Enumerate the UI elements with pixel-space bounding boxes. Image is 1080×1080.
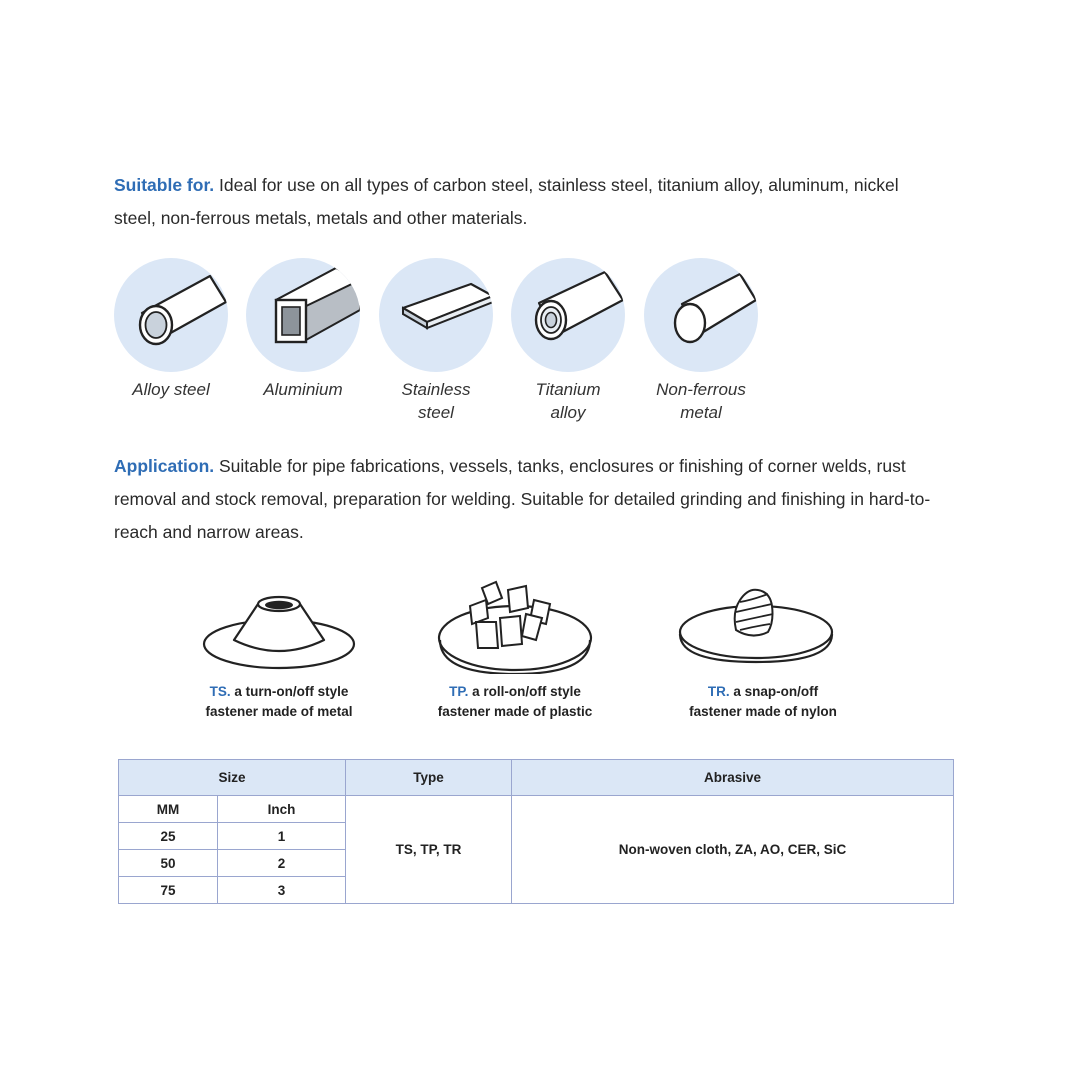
application-paragraph xyxy=(114,450,944,549)
material-non-ferrous-metal xyxy=(643,258,759,424)
mm-cell: 25 xyxy=(119,823,218,850)
abrasive-value: Non-woven cloth, ZA, AO, CER, SiC xyxy=(512,796,954,904)
material-aluminium xyxy=(245,258,361,401)
fastener-code: TR. xyxy=(707,684,730,699)
inch-subheader: Inch xyxy=(218,796,346,823)
round-tube-icon xyxy=(114,258,228,372)
ts-fastener-icon xyxy=(194,578,364,674)
fastener-desc-line1: a snap-on/off xyxy=(729,684,819,699)
suitable-for-lead: Suitable for. xyxy=(114,175,215,195)
size-header: Size xyxy=(119,760,346,796)
fastener-tp xyxy=(395,578,635,722)
mm-cell: 50 xyxy=(119,850,218,877)
type-header: Type xyxy=(346,760,512,796)
material-label-line2: steel xyxy=(418,403,454,422)
square-tube-icon xyxy=(246,258,360,372)
material-stainless-steel xyxy=(378,258,494,424)
suitable-for-paragraph xyxy=(114,169,944,235)
application-text: Suitable for pipe fabrications, vessels, tanks, enclosures or finishing of corner welds, rust removal and stock removal, preparation for welding. Suitable for detailed grinding and finishing in hard-to-reach and narrow areas. xyxy=(114,456,931,542)
fastener-desc-line2: fastener made of plastic xyxy=(437,704,593,719)
fastener-tr xyxy=(643,578,883,722)
material-label-line2: alloy xyxy=(550,403,586,422)
fastener-desc-line2: fastener made of metal xyxy=(205,704,353,719)
fastener-desc-line1: a turn-on/off style xyxy=(230,684,349,699)
material-label-line1: Stainless xyxy=(401,380,471,399)
material-label-line1: Titanium xyxy=(535,380,601,399)
mm-cell: 75 xyxy=(119,877,218,904)
tp-fastener-icon xyxy=(430,578,600,674)
material-titanium-alloy xyxy=(510,258,626,424)
fastener-ts xyxy=(159,578,399,722)
type-value: TS, TP, TR xyxy=(346,796,512,904)
suitable-for-text: Ideal for use on all types of carbon steel, stainless steel, titanium alloy, aluminum, nickel steel, non-ferrous metals, metals and other materials. xyxy=(114,175,899,228)
material-label-line1: Non-ferrous xyxy=(656,380,746,399)
abrasive-header: Abrasive xyxy=(512,760,954,796)
mm-subheader: MM xyxy=(119,796,218,823)
fastener-desc-line2: fastener made of nylon xyxy=(689,704,837,719)
application-lead: Application. xyxy=(114,456,215,476)
fastener-code: TP. xyxy=(449,684,469,699)
inch-cell: 1 xyxy=(218,823,346,850)
inch-cell: 2 xyxy=(218,850,346,877)
spec-table xyxy=(118,759,954,904)
material-label-line1: Aluminium xyxy=(263,380,343,399)
material-alloy-steel xyxy=(113,258,229,401)
material-label-line2: metal xyxy=(680,403,722,422)
thick-wall-tube-icon xyxy=(511,258,625,372)
fastener-code: TS. xyxy=(209,684,231,699)
inch-cell: 3 xyxy=(218,877,346,904)
flat-bar-icon xyxy=(379,258,493,372)
fastener-desc-line1: a roll-on/off style xyxy=(468,684,581,699)
solid-rod-icon xyxy=(644,258,758,372)
material-label-line1: Alloy steel xyxy=(132,380,210,399)
tr-fastener-icon xyxy=(678,578,848,674)
